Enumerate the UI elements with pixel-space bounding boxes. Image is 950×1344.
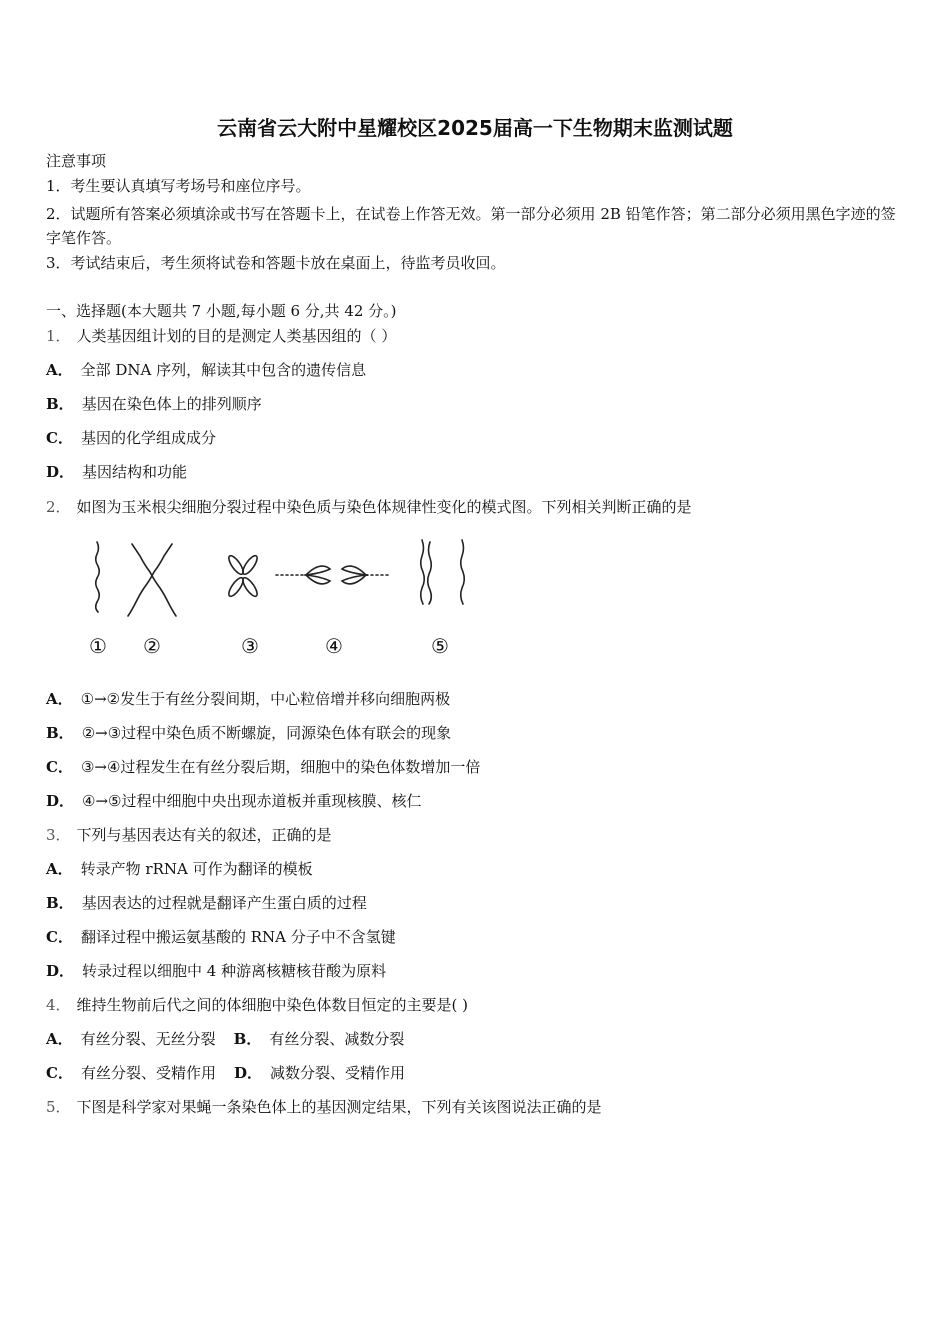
option-text: ①→②发生于有丝分裂间期，中心粒倍增并移向细胞两极	[80, 690, 451, 708]
q4-option-d[interactable]	[234, 1064, 405, 1082]
question-3	[46, 825, 332, 845]
option-label: C．	[46, 928, 73, 946]
question-number: 4．	[46, 996, 71, 1014]
q4-option-a[interactable]	[46, 1030, 216, 1048]
option-text: 转录过程以细胞中 4 种游离核糖核苷酸为原料	[82, 962, 387, 980]
chromatin-thread-1	[96, 542, 100, 612]
option-label: B．	[46, 724, 74, 742]
option-text: 基因结构和功能	[82, 463, 188, 481]
q2-option-b[interactable]	[46, 723, 451, 743]
option-text: 基因的化学组成成分	[80, 429, 216, 447]
option-label: B．	[46, 894, 74, 912]
chromatin-thread-2b	[128, 544, 172, 616]
figure-label-3: ③	[241, 634, 259, 658]
option-text: 基因表达的过程就是翻译产生蛋白质的过程	[81, 894, 367, 912]
notice-item-3: 3．考试结束后，考生须将试卷和答题卡放在桌面上，待监考员收回。	[46, 254, 506, 272]
option-text: 有丝分裂、受精作用	[80, 1064, 216, 1082]
question-stem: 下列与基因表达有关的叙述，正确的是	[76, 826, 332, 844]
q1-option-b[interactable]	[46, 394, 262, 414]
option-label: D．	[46, 792, 75, 810]
option-label: C．	[46, 429, 73, 447]
question-stem: 人类基因组计划的目的是测定人类基因组的（ ）	[76, 327, 397, 345]
figure-label-2: ②	[143, 634, 161, 658]
question-stem: 下图是科学家对果蝇一条染色体上的基因测定结果，下列有关该图说法正确的是	[76, 1098, 602, 1116]
option-label: D．	[46, 463, 75, 481]
notice-heading: 注意事项	[46, 152, 107, 170]
option-text: 减数分裂、受精作用	[269, 1064, 405, 1082]
option-text: 转录产物 rRNA 可作为翻译的模板	[80, 860, 313, 878]
notice-item-1: 1．考生要认真填写考场号和座位序号。	[46, 177, 311, 195]
figure-label-5: ⑤	[431, 634, 449, 658]
q4-option-b[interactable]	[234, 1030, 405, 1048]
chromosome-figure	[44, 530, 470, 666]
q1-option-c[interactable]	[46, 428, 216, 448]
q2-option-d[interactable]	[46, 791, 421, 811]
option-label: C．	[46, 758, 73, 776]
q1-option-d[interactable]	[46, 462, 187, 482]
option-text: ③→④过程发生在有丝分裂后期，细胞中的染色体数增加一倍	[80, 758, 481, 776]
option-text: 全部 DNA 序列，解读其中包含的遗传信息	[80, 361, 367, 379]
question-4	[46, 995, 468, 1015]
page-title: 云南省云大附中星耀校区2025届高一下生物期末监测试题	[217, 116, 733, 140]
q4-options-row-2	[46, 1063, 405, 1083]
option-label: A．	[46, 860, 73, 878]
option-text: ②→③过程中染色质不断螺旋，同源染色体有联会的现象	[81, 724, 452, 742]
q1-option-a[interactable]	[46, 360, 366, 380]
chromatin-thread-2a	[132, 544, 176, 616]
figure-label-4: ④	[325, 634, 343, 658]
q2-option-c[interactable]	[46, 757, 480, 777]
q3-option-d[interactable]	[46, 961, 386, 981]
option-text: ④→⑤过程中细胞中央出现赤道板并重现核膜、核仁	[82, 792, 422, 810]
q2-option-a[interactable]	[46, 689, 450, 709]
question-stem: 维持生物前后代之间的体细胞中染色体数目恒定的主要是( )	[76, 996, 469, 1014]
q3-option-b[interactable]	[46, 893, 367, 913]
section-heading: 一、选择题(本大题共 7 小题,每小题 6 分,共 42 分。)	[46, 302, 397, 320]
option-text: 翻译过程中搬运氨基酸的 RNA 分子中不含氢键	[80, 928, 396, 946]
chromosome-3	[226, 554, 259, 599]
q4-option-c[interactable]	[46, 1064, 216, 1082]
question-number: 1．	[46, 327, 71, 345]
q3-option-a[interactable]	[46, 859, 313, 879]
option-text: 有丝分裂、减数分裂	[269, 1030, 405, 1048]
question-stem: 如图为玉米根尖细胞分裂过程中染色质与染色体规律性变化的模式图。下列相关判断正确的是	[76, 498, 692, 516]
question-2	[46, 497, 692, 517]
chromatin-thread-5b	[428, 542, 432, 604]
chromatin-thread-5a	[421, 540, 425, 604]
option-label: D．	[233, 1064, 262, 1082]
option-label: B．	[233, 1030, 262, 1048]
option-label: C．	[46, 1064, 73, 1082]
option-label: A．	[46, 361, 73, 379]
question-number: 3．	[46, 826, 71, 844]
chromosome-4	[276, 566, 390, 584]
option-label: A．	[46, 1030, 73, 1048]
option-label: B．	[46, 395, 74, 413]
question-1	[46, 326, 396, 346]
q3-option-c[interactable]	[46, 927, 396, 947]
q4-options-row-1	[46, 1029, 404, 1049]
notice-item-2: 2．试题所有答案必须填涂或书写在答题卡上，在试卷上作答无效。第一部分必须用 2B 铅笔作答；第二部分必须用黑色字迹的签字笔作答。	[46, 205, 896, 247]
option-text: 基因在染色体上的排列顺序	[81, 395, 262, 413]
chromatin-thread-5c	[461, 540, 465, 604]
option-label: D．	[46, 962, 75, 980]
question-number: 5．	[46, 1098, 71, 1116]
option-text: 有丝分裂、无丝分裂	[80, 1030, 216, 1048]
question-5	[46, 1097, 602, 1117]
question-number: 2．	[46, 498, 71, 516]
option-label: A．	[46, 690, 73, 708]
figure-label-1: ①	[89, 634, 107, 658]
